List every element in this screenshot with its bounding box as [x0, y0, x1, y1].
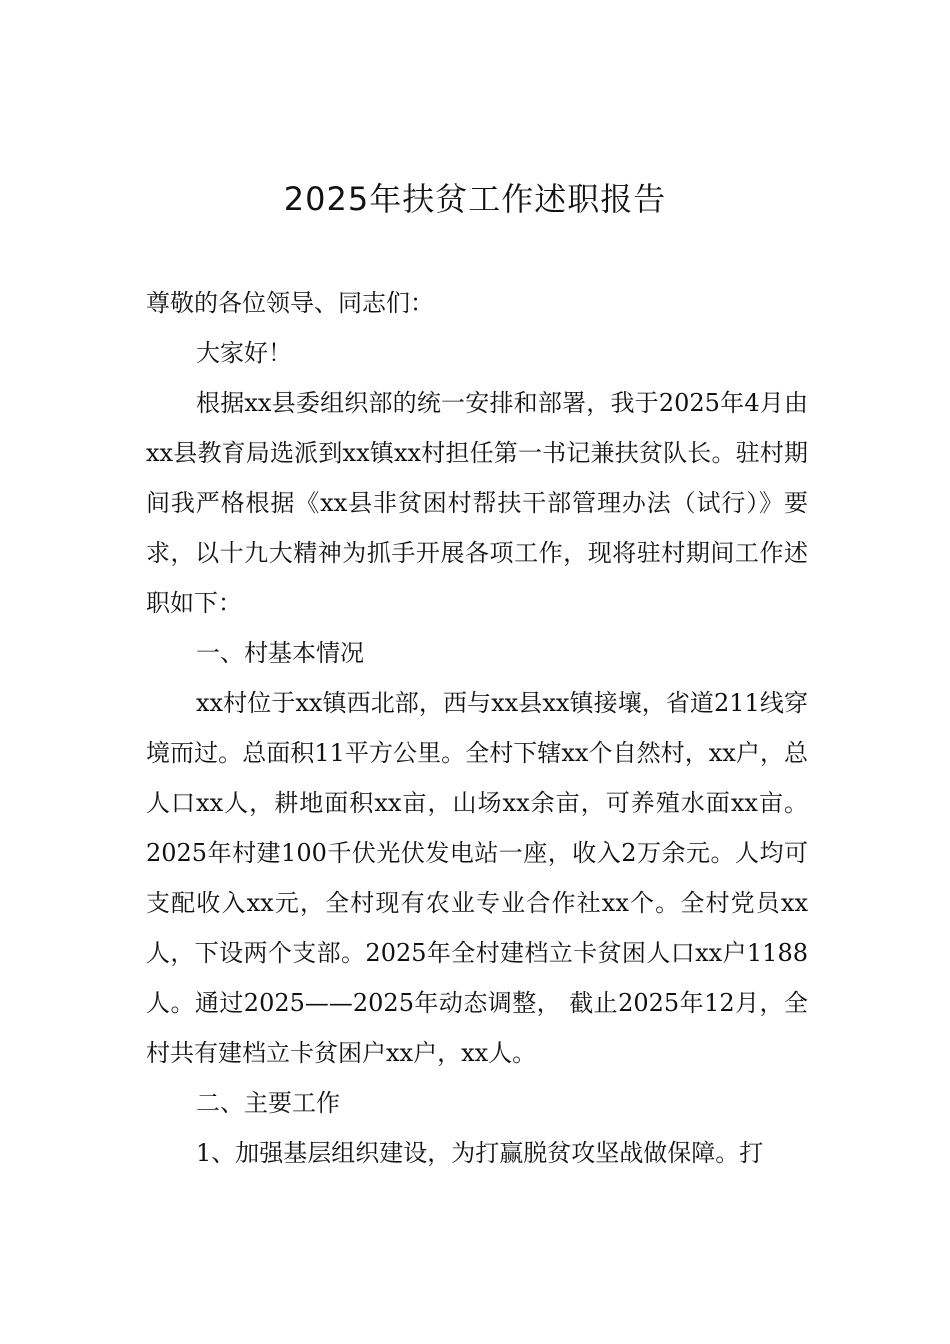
greeting-paragraph: 大家好！ — [196, 339, 292, 367]
intro-paragraph: 根据xx县委组织部的统一安排和部署，我于2025年4月由xx县教育局选派到xx镇xx村担任第一书记兼扶贫队长。驻村期间我严格根据《xx县非贫困村帮扶干部管理办法（试行）》要求，以十九大精神为抓手开展各项工作，现将驻村期间工作述职如下： — [146, 389, 808, 617]
section-heading-basic-info: 一、村基本情况 — [196, 639, 364, 667]
document-title: 2025年扶贫工作述职报告 — [283, 180, 667, 218]
section-heading-main-work: 二、主要工作 — [196, 1089, 340, 1117]
basic-info-paragraph: xx村位于xx镇西北部，西与xx县xx镇接壤，省道211线穿境而过。总面积11平方公里。全村下辖xx个自然村，xx户，总人口xx人，耕地面积xx亩，山场xx余亩，可养殖水面xx亩。2025年村建100千伏光伏发电站一座，收入2万余元。人均可支配收入xx元，全村现有农业专业合作社xx个。全村党员xx人，下设两个支部。2025年全村建档立卡贫困人口xx户1188人。通过2025——2025年动态调整， 截止2025年12月，全村共有建档立卡贫困户xx户，xx人。 — [146, 689, 808, 1067]
document-body — [146, 278, 808, 1178]
salutation-paragraph: 尊敬的各位领导、同志们： — [146, 289, 434, 317]
main-work-paragraph: 1、加强基层组织建设，为打赢脱贫攻坚战做保障。打 — [196, 1139, 764, 1167]
